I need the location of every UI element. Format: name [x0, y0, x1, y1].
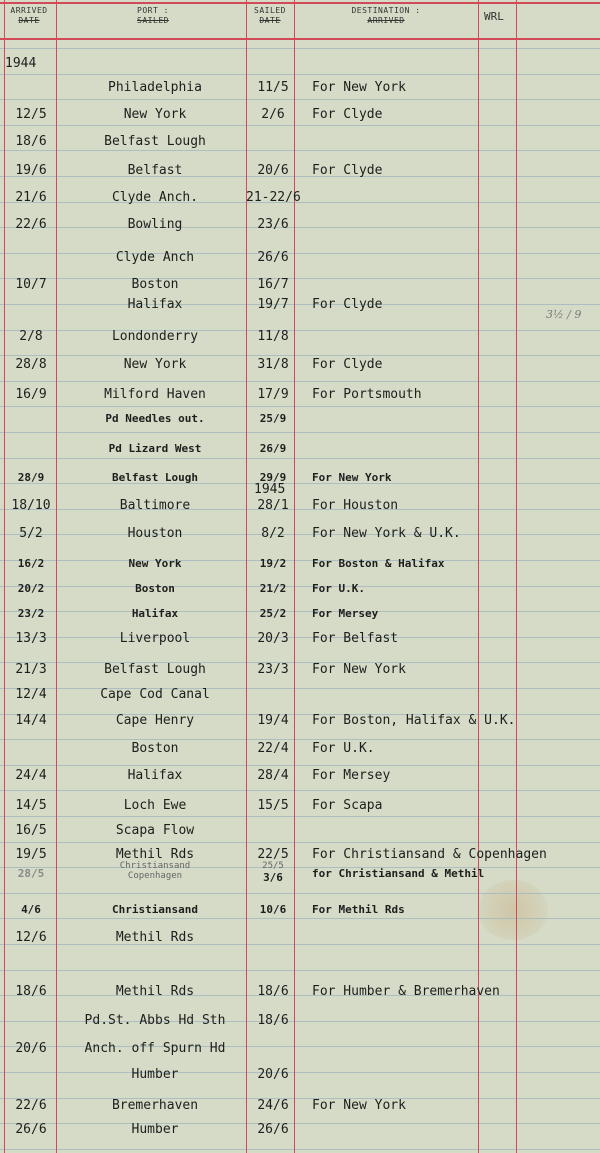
row-30-port: Christiansand	[119, 861, 191, 871]
row-9-sailed: 19/7	[257, 297, 289, 312]
row-34-sailed: 18/6	[257, 1013, 289, 1028]
row-22-dest: For New York	[312, 662, 406, 677]
row-37-dest: For New York	[312, 1098, 406, 1113]
row-5-sailed: 21-22/6	[246, 190, 301, 205]
row-27-sailed: 15/5	[257, 798, 289, 813]
row-37-sailed: 24/6	[257, 1098, 289, 1113]
ruled-line	[0, 381, 600, 382]
row-17-dest: For New York & U.K.	[312, 526, 461, 541]
header-arrived: ARRIVED DATE	[10, 6, 48, 25]
row-30-arrived: 28/5	[17, 867, 45, 880]
header-wrl: WRL	[484, 10, 504, 23]
column-divider	[516, 0, 517, 1153]
year-1944: 1944	[5, 56, 37, 71]
row-3-port: Belfast Lough	[104, 134, 206, 149]
ruled-line	[0, 918, 600, 919]
row-17-arrived: 5/2	[19, 526, 43, 541]
row-4-sailed: 20/6	[257, 163, 289, 178]
row-18-sailed: 19/2	[259, 557, 287, 570]
row-31-arrived: 4/6	[21, 903, 41, 916]
row-14-sailed: 26/9	[259, 442, 287, 455]
row-26-sailed: 28/4	[257, 768, 289, 783]
row-25-port: Boston	[131, 741, 179, 756]
row-19-arrived: 20/2	[17, 582, 45, 595]
row-8-sailed: 16/7	[257, 277, 289, 292]
row-6-sailed: 23/6	[257, 217, 289, 232]
row-10-arrived: 2/8	[19, 329, 43, 344]
ruled-line	[0, 125, 600, 126]
row-30-port2: Copenhagen	[127, 871, 183, 881]
row-5-port: Clyde Anch.	[111, 190, 199, 205]
header-top-rule	[0, 2, 600, 4]
row-29-arrived: 19/5	[15, 847, 47, 862]
row-26-arrived: 24/4	[15, 768, 47, 783]
row-20-dest: For Mersey	[312, 607, 379, 620]
row-32-arrived: 12/6	[15, 930, 47, 945]
row-17-port: Houston	[127, 526, 183, 541]
row-27-arrived: 14/5	[15, 798, 47, 813]
row-31-port: Christiansand	[111, 903, 199, 916]
ruled-line	[0, 406, 600, 407]
row-37-arrived: 22/6	[15, 1098, 47, 1113]
row-23-arrived: 12/4	[15, 687, 47, 702]
row-10-sailed: 11/8	[257, 329, 289, 344]
row-29-dest: For Christiansand & Copenhagen	[312, 847, 547, 862]
row-8-arrived: 10/7	[15, 277, 47, 292]
row-37-port: Bremerhaven	[111, 1098, 199, 1113]
row-30-sailed: 25/5	[262, 861, 284, 871]
row-22-arrived: 21/3	[15, 662, 47, 677]
row-6-arrived: 22/6	[15, 217, 47, 232]
row-27-port: Loch Ewe	[123, 798, 187, 813]
row-30-sailed2: 3/6	[263, 871, 283, 884]
row-31-dest: For Methil Rds	[312, 903, 405, 916]
ruled-line	[0, 74, 600, 75]
row-25-sailed: 22/4	[257, 741, 289, 756]
row-16-dest: For Houston	[312, 498, 399, 513]
row-19-sailed: 21/2	[259, 582, 287, 595]
row-2-arrived: 12/5	[15, 107, 47, 122]
row-32-port: Methil Rds	[115, 930, 195, 945]
row-5-arrived: 21/6	[15, 190, 47, 205]
row-12-sailed: 17/9	[257, 387, 289, 402]
row-28-arrived: 16/5	[15, 823, 47, 838]
row-15-sailed: 29/9	[259, 471, 287, 484]
ruled-line	[0, 816, 600, 817]
row-29-sailed: 22/5	[257, 847, 289, 862]
ruled-line	[0, 48, 600, 49]
row-8-port: Boston	[131, 277, 179, 292]
ruled-line	[0, 842, 600, 843]
row-33-arrived: 18/6	[15, 984, 47, 999]
row-9-dest: For Clyde	[312, 297, 383, 312]
ruled-line	[0, 739, 600, 740]
row-16-sailed: 28/1	[257, 498, 289, 513]
ruled-line	[0, 1149, 600, 1150]
row-28-port: Scapa Flow	[115, 823, 195, 838]
row-22-port: Belfast Lough	[104, 662, 206, 677]
ruled-line	[0, 765, 600, 766]
row-21-dest: For Belfast	[312, 631, 399, 646]
row-16-arrived: 18/10	[11, 498, 51, 513]
ruled-line	[0, 432, 600, 433]
row-20-sailed: 25/2	[259, 607, 287, 620]
row-36-port: Humber	[131, 1067, 179, 1082]
row-11-dest: For Clyde	[312, 357, 383, 372]
stain	[478, 880, 548, 940]
header-bottom-rule	[0, 38, 600, 40]
ruled-line	[0, 790, 600, 791]
row-22-sailed: 23/3	[257, 662, 289, 677]
row-24-sailed: 19/4	[257, 713, 289, 728]
header-port: PORT : SAILED	[137, 6, 169, 25]
row-36-sailed: 20/6	[257, 1067, 289, 1082]
row-21-port: Liverpool	[119, 631, 191, 646]
row-3-arrived: 18/6	[15, 134, 47, 149]
row-31-sailed: 10/6	[259, 903, 287, 916]
header-sailed: SAILED DATE	[254, 6, 286, 25]
row-2-dest: For Clyde	[312, 107, 383, 122]
row-1-sailed: 11/5	[257, 80, 289, 95]
pencil-note: 3½ / 9	[546, 308, 582, 321]
row-1-dest: For New York	[312, 80, 406, 95]
row-2-port: New York	[123, 107, 187, 122]
row-33-sailed: 18/6	[257, 984, 289, 999]
row-21-arrived: 13/3	[15, 631, 47, 646]
row-12-arrived: 16/9	[15, 387, 47, 402]
row-18-dest: For Boston & Halifax	[312, 557, 445, 570]
row-15-port: Belfast Lough	[111, 471, 199, 484]
ruled-line	[0, 99, 600, 100]
row-15-arrived: 28/9	[17, 471, 45, 484]
ruled-line	[0, 893, 600, 894]
row-35-port: Anch. off Spurn Hd	[84, 1041, 226, 1056]
row-27-dest: For Scapa	[312, 798, 383, 813]
row-7-sailed: 26/6	[257, 250, 289, 265]
row-11-port: New York	[123, 357, 187, 372]
row-29-port: Methil Rds	[115, 847, 195, 862]
year-1945: 1945	[254, 482, 286, 497]
row-11-sailed: 31/8	[257, 357, 289, 372]
row-17-sailed: 8/2	[261, 526, 285, 541]
column-divider	[478, 0, 479, 1153]
row-12-port: Milford Haven	[104, 387, 206, 402]
ruled-line	[0, 970, 600, 971]
row-20-arrived: 23/2	[17, 607, 45, 620]
row-26-port: Halifax	[127, 768, 183, 783]
row-4-dest: For Clyde	[312, 163, 383, 178]
row-12-dest: For Portsmouth	[312, 387, 422, 402]
row-24-arrived: 14/4	[15, 713, 47, 728]
row-38-arrived: 26/6	[15, 1122, 47, 1137]
row-13-port: Pd Needles out.	[105, 412, 205, 425]
ruled-line	[0, 458, 600, 459]
header-destination: DESTINATION : ARRIVED	[351, 6, 421, 25]
row-21-sailed: 20/3	[257, 631, 289, 646]
row-11-arrived: 28/8	[15, 357, 47, 372]
row-13-sailed: 25/9	[259, 412, 287, 425]
row-35-arrived: 20/6	[15, 1041, 47, 1056]
row-38-sailed: 26/6	[257, 1122, 289, 1137]
row-34-port: Pd.St. Abbs Hd Sth	[84, 1013, 226, 1028]
row-18-arrived: 16/2	[17, 557, 45, 570]
row-2-sailed: 2/6	[261, 107, 285, 122]
row-18-port: New York	[128, 557, 182, 570]
row-20-port: Halifax	[131, 607, 179, 620]
row-7-port: Clyde Anch	[115, 250, 195, 265]
row-10-port: Londonderry	[111, 329, 199, 344]
row-16-port: Baltimore	[119, 498, 191, 513]
row-9-port: Halifax	[127, 297, 183, 312]
row-14-port: Pd Lizard West	[108, 442, 202, 455]
row-6-port: Bowling	[127, 217, 183, 232]
row-26-dest: For Mersey	[312, 768, 391, 783]
ruled-line	[0, 150, 600, 151]
row-33-port: Methil Rds	[115, 984, 195, 999]
row-30-dest: for Christiansand & Methil	[312, 867, 485, 880]
row-23-port: Cape Cod Canal	[100, 687, 210, 702]
ruled-line	[0, 355, 600, 356]
row-4-arrived: 19/6	[15, 163, 47, 178]
row-38-port: Humber	[131, 1122, 179, 1137]
row-33-dest: For Humber & Bremerhaven	[312, 984, 500, 999]
row-4-port: Belfast	[127, 163, 183, 178]
row-24-dest: For Boston, Halifax & U.K.	[312, 713, 516, 728]
row-25-dest: For U.K.	[312, 741, 375, 756]
row-24-port: Cape Henry	[115, 713, 195, 728]
row-19-port: Boston	[135, 582, 175, 595]
row-1-port: Philadelphia	[108, 80, 202, 95]
row-15-dest: For New York	[312, 471, 392, 484]
row-19-dest: For U.K.	[312, 582, 365, 595]
